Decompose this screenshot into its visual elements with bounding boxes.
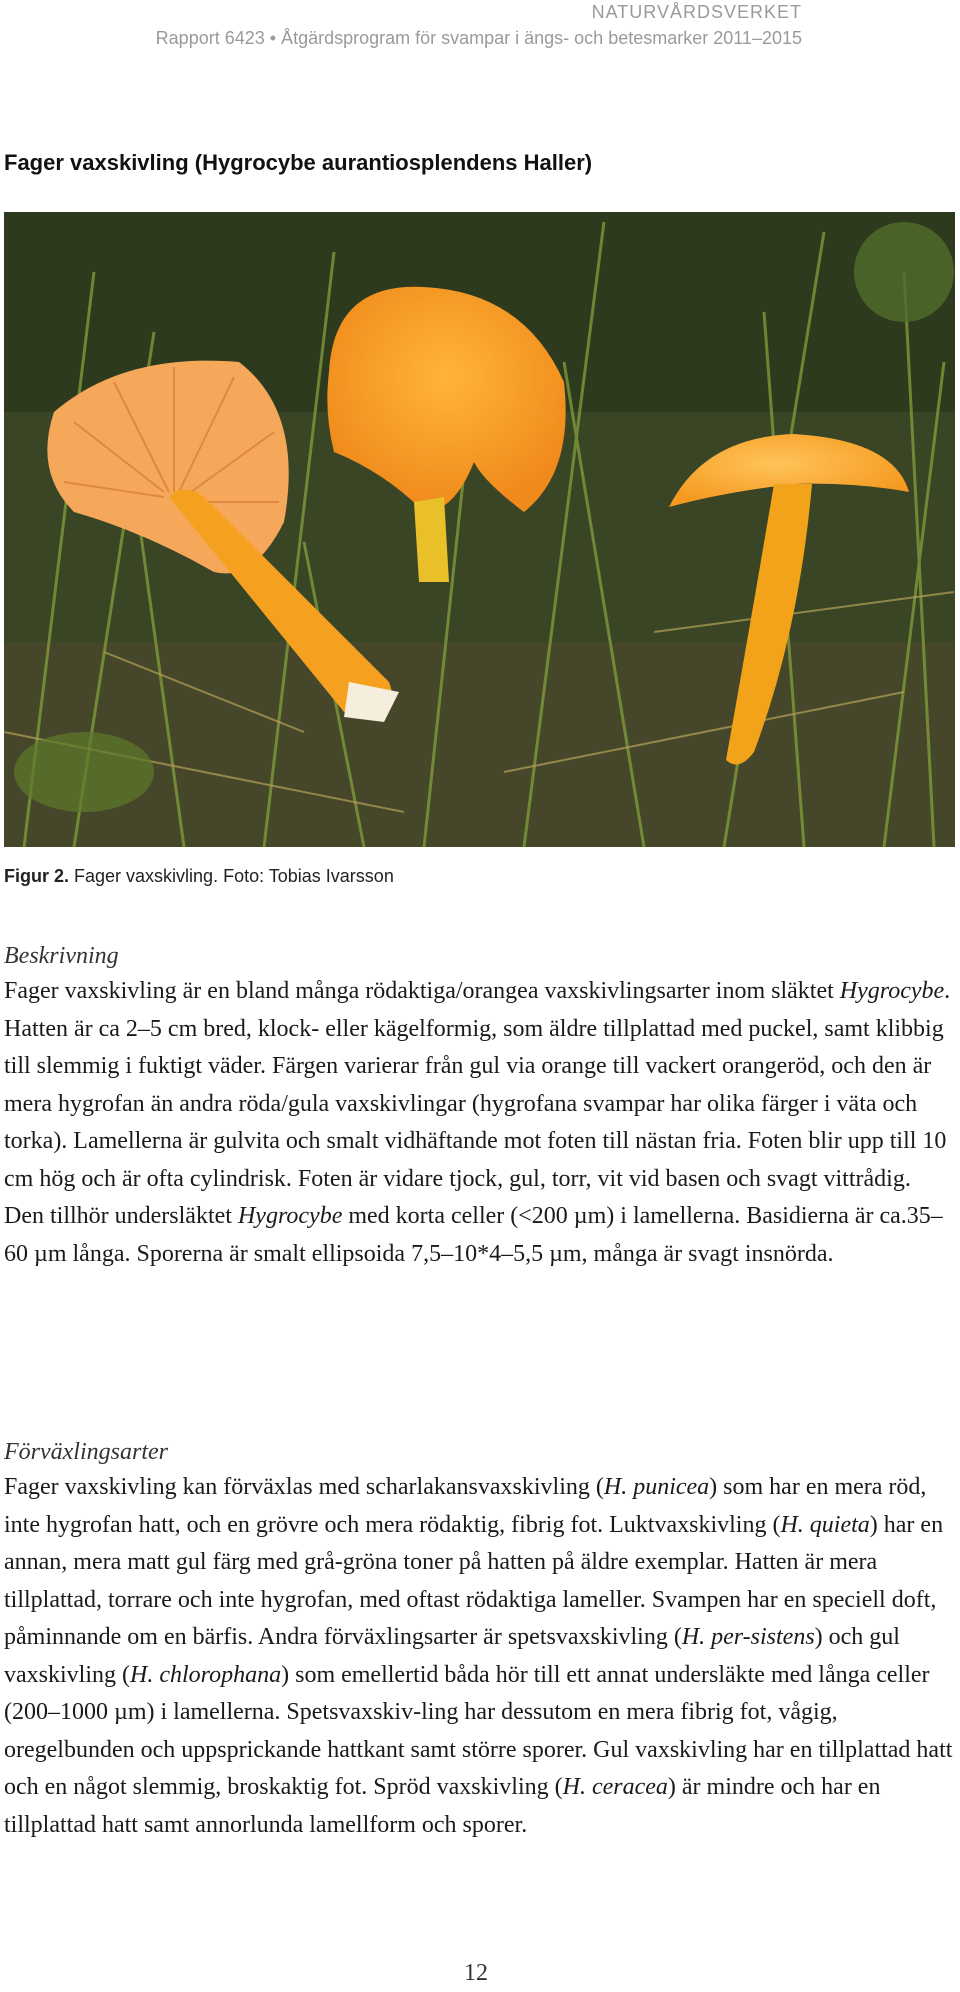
- page-number: 12: [464, 1960, 488, 1986]
- text-run-italic: H. quieta: [780, 1511, 870, 1538]
- page-title: Fager vaxskivling (Hygrocybe aurantiosplendens Haller): [4, 150, 593, 175]
- text-run: ) och gul vaxskivling (: [4, 1624, 900, 1688]
- text-run-italic: H. chlorophana: [130, 1661, 282, 1688]
- section-heading: Beskrivning: [4, 943, 119, 969]
- text-run: . Hatten är ca 2–5 cm bred, klock- eller kägelformig, som äldre tillplattad med puckel, samt klibbig till slemmig i fuktigt väder. Färgen varierar från gul via orange till vackert orangeröd, och den är mera hygrofan än andra röda/gula vaxskivlingar (hygrofana svampar har olika färger i väta och torka). Lamellerna är gulvita och smalt vidhäftande mot foten till nästan fria. Foten blir upp till 10 cm hög och är ofta cylindrisk. Foten är vidare tjock, gul, torr, vit vid basen och svagt vittrådig. Den tillhör undersläktet: [4, 978, 951, 1229]
- page-header: [156, 0, 802, 50]
- text-run-italic: H. per-sistens: [681, 1624, 815, 1650]
- text-run: ) som har en mera röd, inte hygrofan hatt, och en grövre och mera rödaktig, fibrig fot. Luktvaxskivling (: [4, 1474, 927, 1538]
- text-run: ) som emellertid båda hör till ett annat undersläkte med långa celler (200–1000 µm) i lamellerna. Spetsvaxskiv-ling har dessutom en mera fibrig fot, vågig, oregelbunden och uppsprickande hattkant samt större sporer. Gul vaxskivling har en tillplattad hatt och en något slemmig, broskaktig fot. Spröd vaxskivling (: [4, 1661, 953, 1800]
- photo-illustration: [4, 212, 955, 847]
- figure-caption-text: Fager vaxskivling. Foto: Tobias Ivarsson: [69, 866, 394, 886]
- section-heading: Förväxlingsarter: [4, 1439, 168, 1465]
- section-body: [4, 973, 956, 1273]
- text-run-italic: Hygrocybe: [839, 978, 945, 1004]
- report-title: Rapport 6423 • Åtgärdsprogram för svampar i ängs- och betesmarker 2011–2015: [155, 28, 802, 48]
- text-run: Fager vaxskivling är en bland många rödaktiga/orangea vaxskivlingsarter inom släktet: [4, 978, 840, 1004]
- text-run-italic: H. ceracea: [562, 1774, 668, 1800]
- text-run-italic: Hygrocybe: [237, 1203, 343, 1229]
- section-lookalikes: [4, 1435, 956, 1844]
- text-run: med korta celler (<200 µm) i lamellerna. Basidierna är ca.35–60 µm långa. Sporerna är smalt ellipsoida 7,5–10*4–5,5 µm, många är svagt insnörda.: [4, 1203, 943, 1267]
- publisher-name: NATURVÅRDSVERKET: [591, 2, 802, 22]
- text-run: Fager vaxskivling kan förväxlas med scharlakansvaxskivling (: [4, 1474, 604, 1500]
- text-run: ) har en annan, mera matt gul färg med grå-gröna toner på hatten på äldre exemplar. Hatten är mera tillplattad, torrare och inte hygrofan, med oftast rödaktiga lameller. Svampen har en speciell doft, påminnande om en bärfis. Andra förväxlingsarter är spetsvaxskivling (: [4, 1511, 944, 1650]
- section-description: [4, 939, 956, 1273]
- section-body: [4, 1469, 956, 1844]
- figure-caption: [4, 866, 394, 887]
- figure-label: Figur 2.: [4, 866, 70, 886]
- text-run-italic: H. punicea: [603, 1474, 710, 1500]
- mushroom-photo: [4, 212, 955, 847]
- text-run: ) är mindre och har en tillplattad hatt samt annorlunda lamellform och sporer.: [4, 1774, 881, 1838]
